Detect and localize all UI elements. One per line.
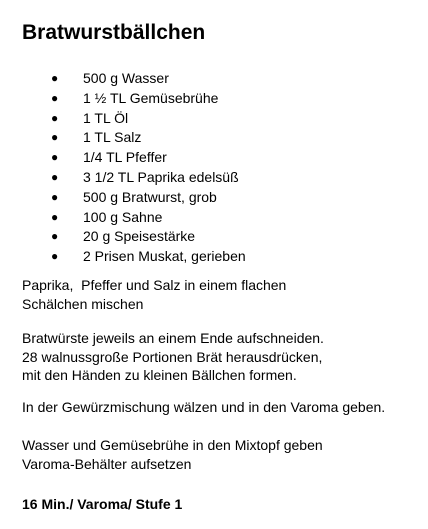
- ingredient-text: 3 1/2 TL Paprika edelsüß: [83, 168, 239, 185]
- bullet-icon: ●: [51, 150, 59, 165]
- ingredient-text: 500 g Wasser: [83, 70, 169, 86]
- bullet-icon: ●: [51, 229, 59, 244]
- step-coat-balls: In der Gewürzmischung wälzen und in den Varoma geben.: [22, 399, 386, 415]
- step-mix-spices: Paprika, Pfeffer und Salz in einem flachen Schälchen mischen: [22, 277, 287, 312]
- step-add-water: Wasser und Gemüsebrühe in den Mixtopf geben Varoma-Behälter aufsetzen: [22, 437, 323, 472]
- bullet-icon: ●: [51, 90, 59, 105]
- ingredient-text: 1 TL Salz: [83, 129, 142, 146]
- ingredient-text: 1 TL Öl: [83, 109, 129, 126]
- ingredient-text: 2 Prisen Muskat, gerieben: [83, 248, 246, 265]
- bullet-icon: ●: [51, 71, 59, 85]
- bullet-icon: ●: [51, 130, 59, 145]
- ingredient-text: 500 g Bratwurst, grob: [83, 188, 217, 205]
- bullet-icon: ●: [51, 189, 59, 204]
- bullet-icon: ●: [51, 169, 59, 184]
- recipe-title: Bratwurstbällchen: [22, 21, 206, 44]
- bullet-icon: ●: [51, 249, 59, 264]
- ingredient-text: 1/4 TL Pfeffer: [83, 149, 167, 166]
- bullet-icon: ●: [51, 110, 59, 125]
- step-form-balls: Bratwürste jeweils an einem Ende aufschneiden. 28 walnussgroße Portionen Brät herausdrücken, mit den Händen zu kleinen Bällchen formen.: [22, 330, 324, 383]
- ingredient-text: 1 ½ TL Gemüsebrühe: [83, 89, 219, 106]
- ingredient-text: 100 g Sahne: [83, 208, 163, 225]
- ingredient-text: 20 g Speisestärke: [83, 228, 196, 245]
- bullet-icon: ●: [51, 209, 59, 224]
- cooking-setting: 16 Min./ Varoma/ Stufe 1: [22, 496, 183, 512]
